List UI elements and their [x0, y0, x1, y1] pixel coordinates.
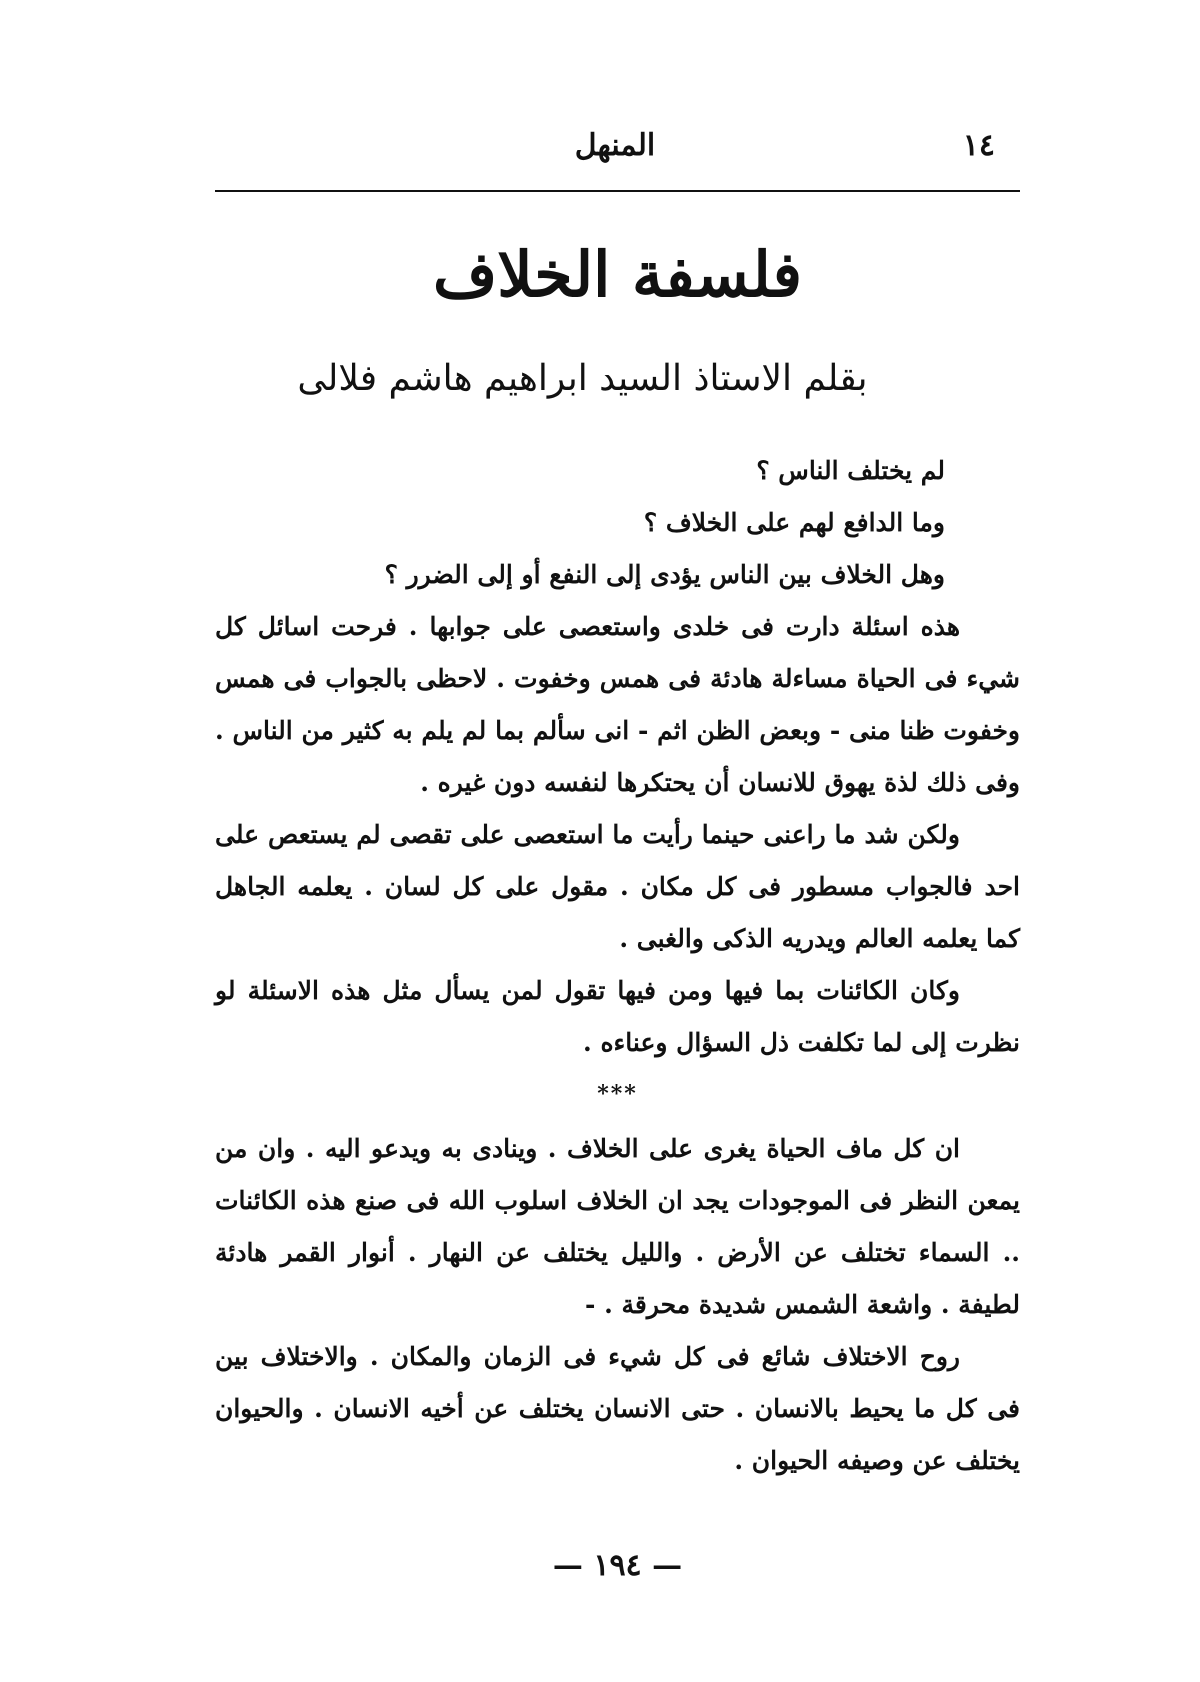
header-page-number: ١٤ [962, 128, 995, 163]
author-line: بقلم الاستاذ السيد ابراهيم هاشم فلالى [297, 358, 868, 399]
paragraph-1: هذه اسئلة دارت فى خلدى واستعصى على جوابها . فرحت اسائل كل شيء فى الحياة مساءلة هادئة فى همس وخفوت . لاحظى بالجواب فى همس وخفوت ظنا منى - وبعض الظن اثم - انى سألم بما لم يلم به كثير من الناس . وفى ذلك لذة يهوق للانسان أن يحتكرها لنفسه دون غيره . [215, 612, 1020, 797]
section-separator: *** [597, 1081, 638, 1107]
paragraph-4: ان كل ماف الحياة يغرى على الخلاف . وينادى به ويدعو اليه . وان من يمعن النظر فى الموجودات يجد ان الخلاف اسلوب الله فى صنع هذه الكائنات .. السماء تختلف عن الأرض . والليل يختلف عن النهار . أنوار القمر هادئة لطيفة . واشعة الشمس شديدة محرقة . - [215, 1134, 1020, 1319]
question-3: وهل الخلاف بين الناس يؤدى إلى النفع أو إلى الضرر ؟ [384, 560, 945, 589]
header-rule [215, 190, 1020, 192]
question-1: لم يختلف الناس ؟ [756, 456, 945, 485]
journal-name: المنهل [574, 128, 656, 163]
article-title: فلسفة الخلاف [432, 238, 803, 311]
article-body [215, 445, 1020, 1487]
paragraph-2: ولكن شد ما راعنى حينما رأيت ما استعصى على تقصى لم يستعص على احد فالجواب مسطور فى كل مكان . مقول على كل لسان . يعلمه الجاهل كما يعلمه العالم ويدريه الذكى والغبى . [215, 820, 1020, 953]
paragraph-3: وكان الكائنات بما فيها ومن فيها تقول لمن يسأل مثل هذه الاسئلة لو نظرت إلى لما تكلفت ذل السؤال وعناءه . [215, 976, 1020, 1057]
question-2: وما الدافع لهم على الخلاف ؟ [643, 508, 945, 537]
footer-page-number: — ١٩٤ — [552, 1548, 683, 1583]
paragraph-5: روح الاختلاف شائع فى كل شيء فى الزمان والمكان . والاختلاف بين فى كل ما يحيط بالانسان . حتى الانسان يختلف عن أخيه الانسان . والحيوان يختلف عن وصيفه الحيوان . [215, 1342, 1020, 1475]
running-header [215, 128, 1015, 168]
